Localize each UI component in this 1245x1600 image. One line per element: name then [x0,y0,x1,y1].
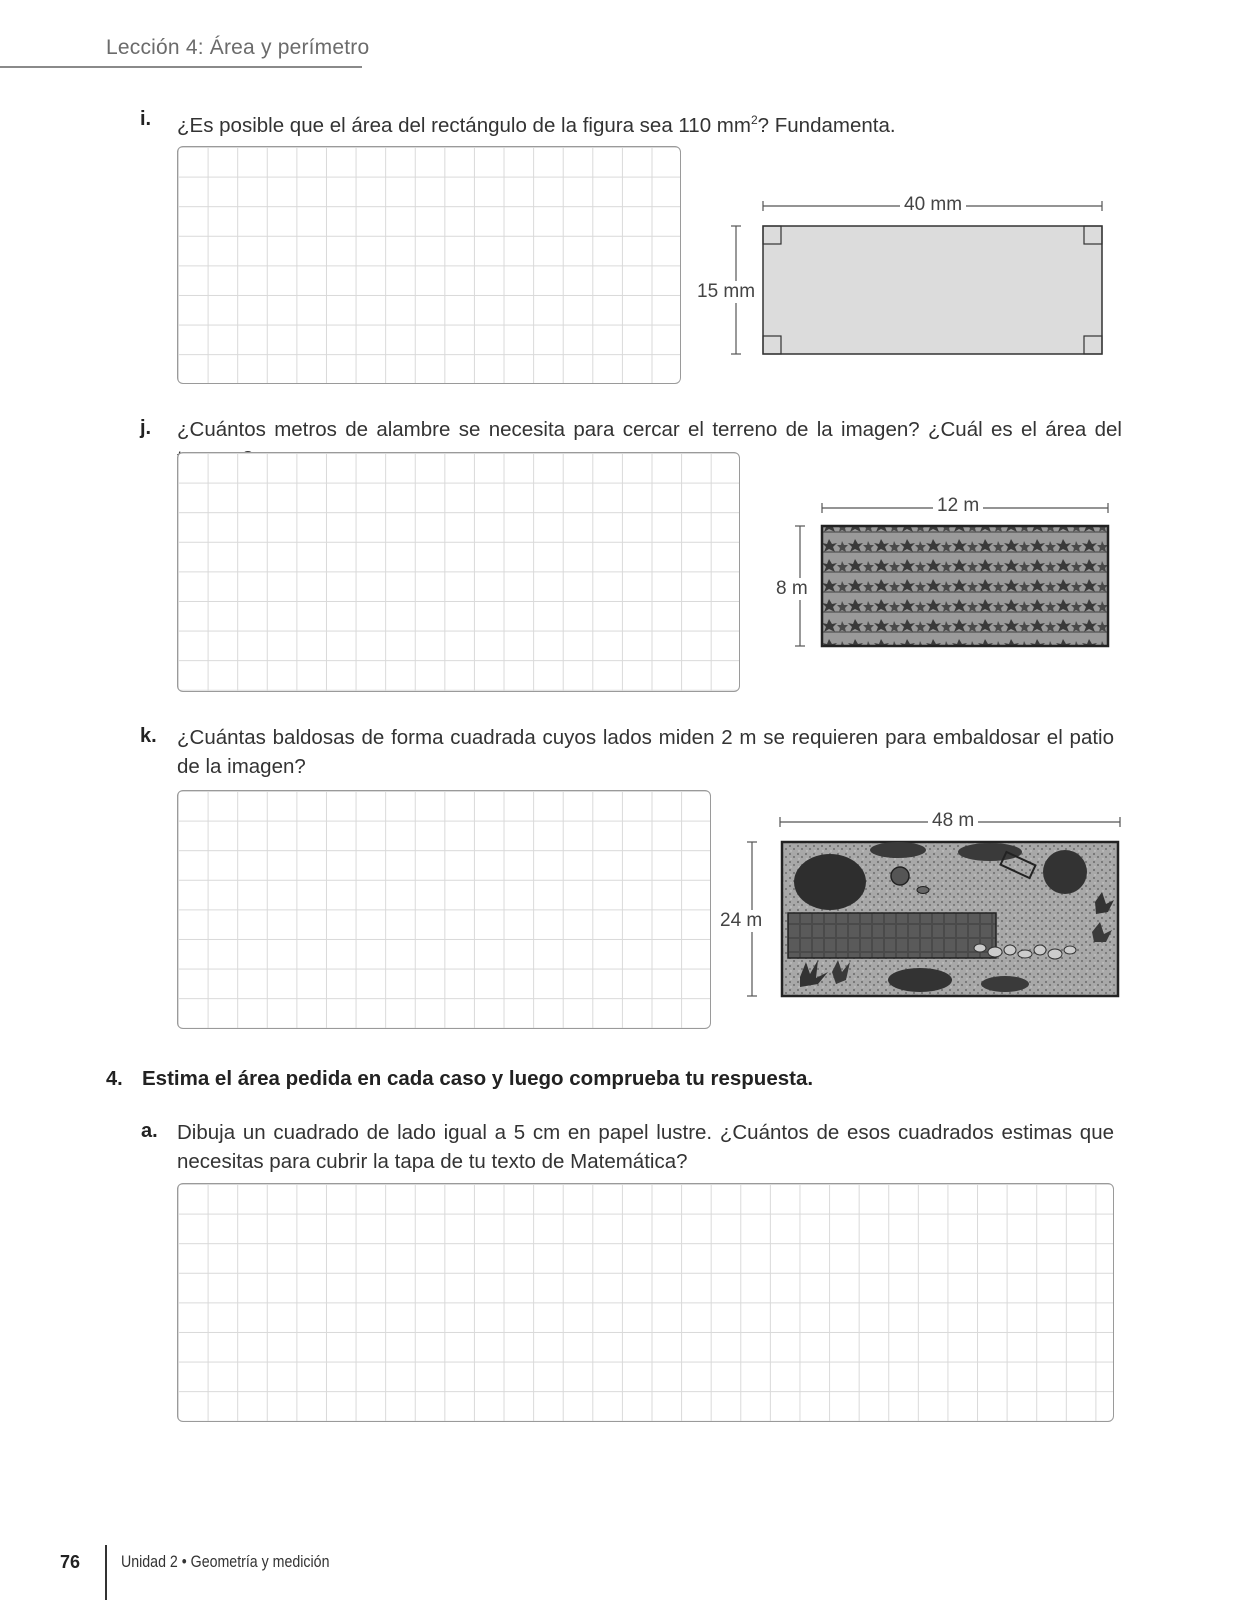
section-4-title: Estima el área pedida en cada caso y luego comprueba tu respuesta. [142,1067,814,1090]
section-4-number: 4. [106,1068,123,1090]
width-label-k: 48 m [928,810,978,832]
question-i-text: ¿Es posible que el área del rectángulo de la figura sea 110 $mm^2$? Fundamenta. [177,113,896,137]
terrain-figure-j [770,496,1115,651]
rectangle-figure-i [688,188,1108,368]
question-4a-text: Dibuja un cuadrado de lado igual a 5 cm en papel lustre. ¿Cuántos de esos cuadrados estimas que necesitas para cubrir la tapa de tu texto de Matemática? [177,1121,1114,1173]
height-label-k: 24 m [716,910,766,932]
lesson-header: Lección 4: Área y perímetro [106,36,370,59]
answer-grid-j[interactable] [177,452,740,692]
answer-grid-i[interactable] [177,146,681,384]
height-label-j: 8 m [772,578,812,600]
question-j-letter: j. [140,417,152,439]
question-j-text: ¿Cuántos metros de alambre se necesita para cercar el terreno de la imagen? ¿Cuál es el área del [177,418,1122,441]
question-k-letter: k. [140,725,157,747]
width-label-i: 40 mm [900,194,966,216]
question-4a-letter: a. [141,1120,158,1142]
height-label-i: 15 mm [693,281,759,303]
patio-figure-k [740,812,1125,1002]
question-i-letter: i. [140,108,152,130]
answer-grid-4a[interactable] [177,1183,1114,1422]
footer-unit: Unidad 2 • Geometría y medición [121,1553,330,1571]
width-label-j: 12 m [933,495,983,517]
footer-divider [105,1545,107,1600]
question-k-text: ¿Cuántas baldosas de forma cuadrada cuyos lados miden 2 m se requieren para embaldosar el patio de la imagen? [177,726,1114,778]
answer-grid-k[interactable] [177,790,711,1029]
header-rule [0,66,362,68]
page-number: 76 [60,1552,81,1572]
